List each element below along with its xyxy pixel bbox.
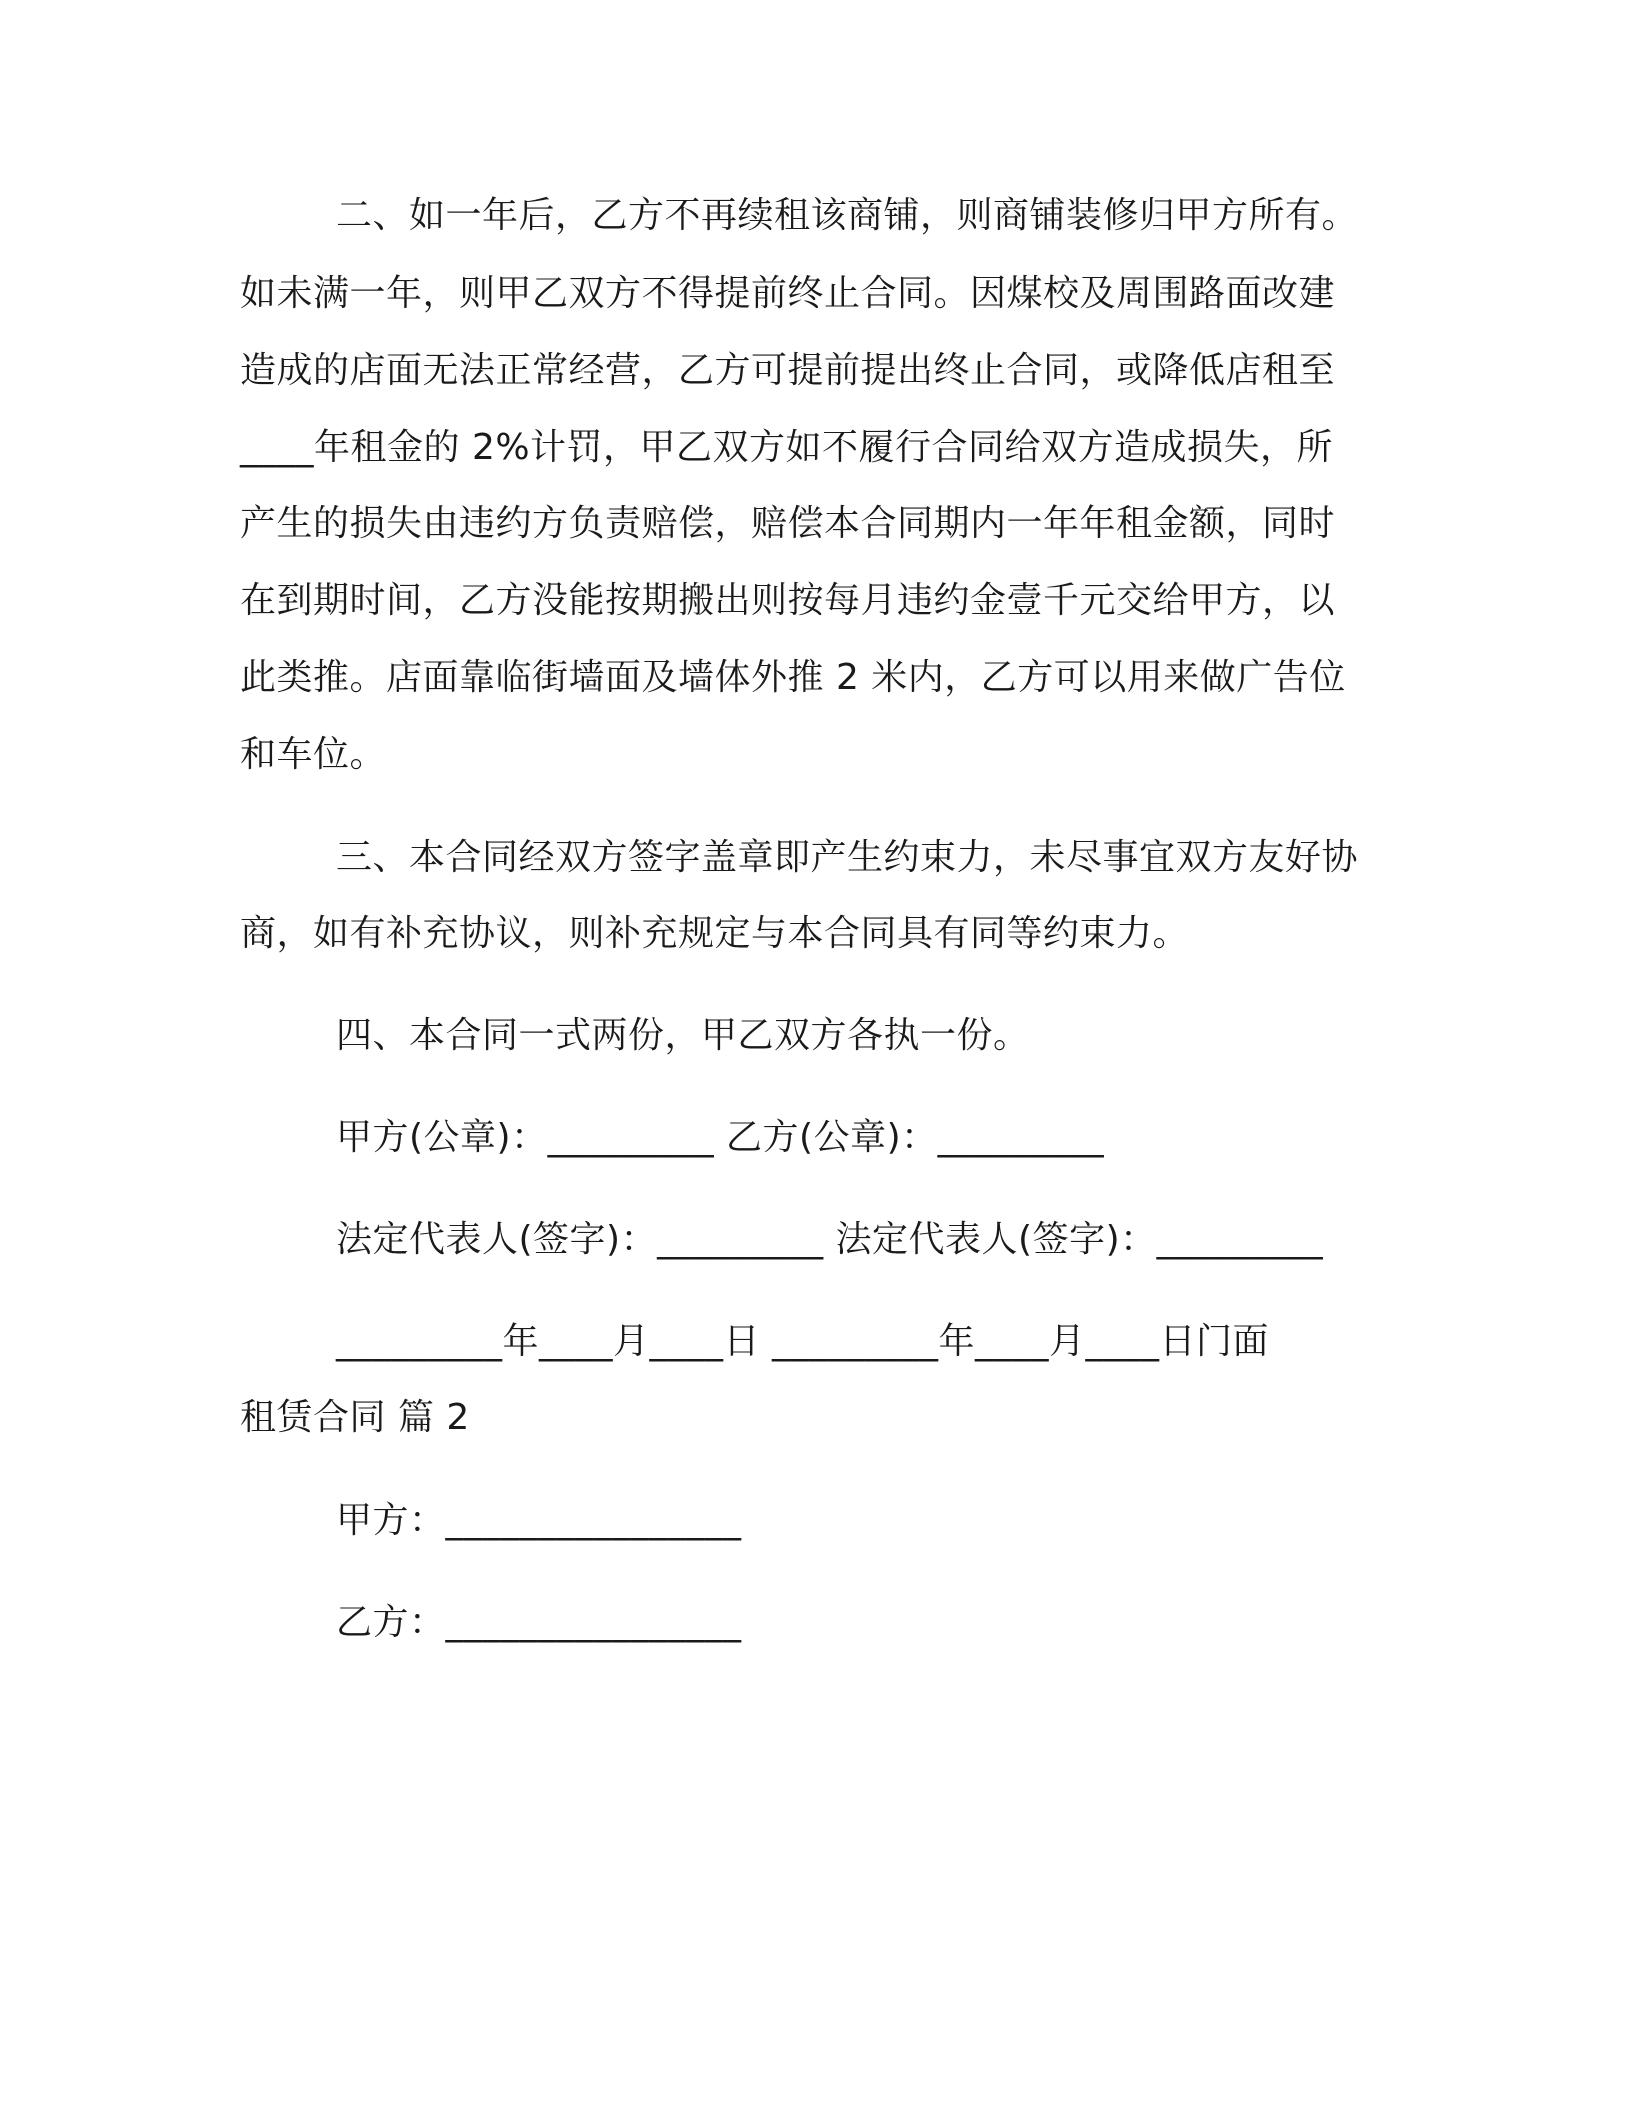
clause-3-line-2: 商，如有补充协议，则补充规定与本合同具有同等约束力。 — [240, 913, 1190, 954]
contract-2-title: 租赁合同 篇 2 — [240, 1397, 470, 1438]
legal-representative-line: 法定代表人(签字)：_________ 法定代表人(签字)：_________ — [336, 1219, 1324, 1260]
clause-2-line-8: 和车位。 — [240, 734, 387, 775]
clause-2-line-1: 二、如一年后，乙方不再续租该商铺，则商铺装修归甲方所有。 — [336, 195, 1359, 236]
clause-2-line-4: ____年租金的 2%计罚，甲乙双方如不履行合同给双方造成损失，所 — [240, 427, 1334, 468]
clause-2-line-2: 如未满一年，则甲乙双方不得提前终止合同。因煤校及周围路面改建 — [240, 273, 1336, 314]
clause-2-line-6: 在到期时间，乙方没能按期搬出则按每月违约金壹千元交给甲方，以 — [240, 580, 1336, 621]
party-seal-line: 甲方(公章)：_________ 乙方(公章)：_________ — [336, 1117, 1105, 1158]
clause-2-line-3: 造成的店面无法正常经营，乙方可提前提出终止合同，或降低店租至 — [240, 350, 1336, 391]
clause-2-line-7: 此类推。店面靠临街墙面及墙体外推 2 米内，乙方可以用来做广告位 — [240, 657, 1346, 698]
clause-3-line-1: 三、本合同经双方签字盖章即产生约束力，未尽事宜双方友好协 — [336, 837, 1359, 878]
party-b-line: 乙方：________________ — [336, 1602, 742, 1643]
party-a-line: 甲方：________________ — [336, 1500, 742, 1541]
signing-date-line: _________年____月____日 _________年____月____日门面 — [336, 1321, 1269, 1362]
clause-2-line-5: 产生的损失由违约方负责赔偿，赔偿本合同期内一年年租金额，同时 — [240, 503, 1336, 544]
clause-4-line: 四、本合同一式两份，甲乙双方各执一份。 — [336, 1015, 1030, 1056]
